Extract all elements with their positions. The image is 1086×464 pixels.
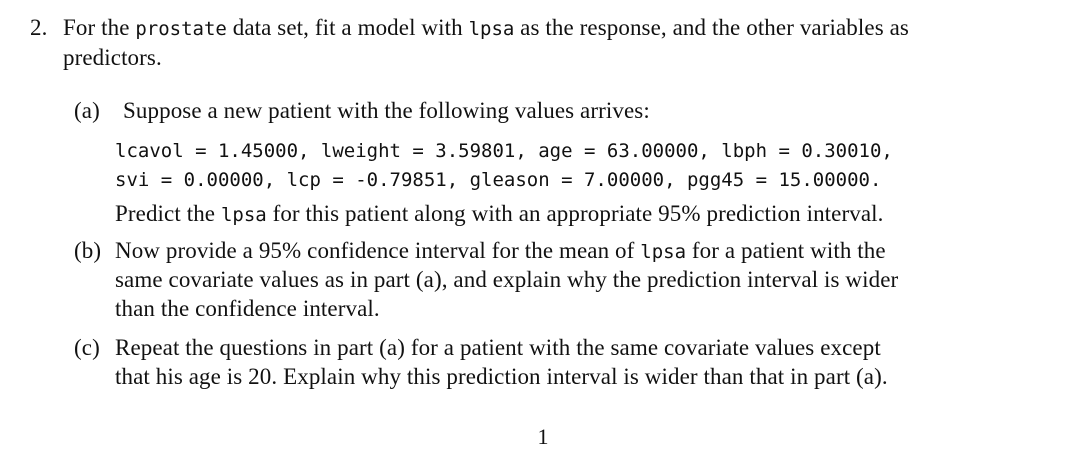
part-a-predict-line (115, 199, 883, 230)
page-number: 1 (537, 424, 549, 449)
question-intro-line2 (63, 43, 162, 73)
part-c-line2 (115, 362, 888, 392)
intro-text: For the (63, 15, 136, 40)
covariate-values: svi = 0.00000, lcp = -0.79851, gleason = 7.00000, pgg45 = 15.00000. (115, 169, 882, 191)
part-c-text: Repeat the questions in part (a) for a patient with the same covariate values except (115, 335, 881, 360)
part-b-text: for a patient with the (686, 238, 886, 263)
part-c-line1 (115, 333, 881, 363)
intro-text: predictors. (63, 45, 162, 70)
intro-text: data set, fit a model with (226, 15, 469, 40)
covariate-values: lcavol = 1.45000, lweight = 3.59801, age = 63.00000, lbph = 0.30010, (115, 140, 893, 162)
part-a-line1 (123, 96, 650, 126)
question-number (30, 13, 47, 43)
code-lpsa: lpsa (220, 204, 267, 226)
question-intro-line1 (63, 13, 909, 44)
part-a-values-line2 (115, 169, 881, 191)
part-b-line1 (115, 236, 886, 267)
part-a-text: for this patient along with an appropriate 95% prediction interval. (266, 201, 884, 226)
part-b-line3 (115, 294, 380, 324)
code-lpsa: lpsa (468, 18, 515, 40)
part-b-text: same covariate values as in part (a), and explain why the prediction interval is wider (115, 267, 899, 292)
part-label: (c) (74, 335, 100, 360)
part-a-text: Suppose a new patient with the following values arrives: (123, 98, 650, 123)
part-b-text: Now provide a 95% confidence interval for the mean of (115, 238, 641, 263)
part-a-values-line1 (115, 140, 893, 162)
code-lpsa: lpsa (640, 241, 687, 263)
part-b-line2 (115, 265, 898, 295)
question-number-label: 2. (30, 15, 48, 40)
part-b-text: than the confidence interval. (115, 296, 380, 321)
intro-text: as the response, and the other variables as (514, 15, 909, 40)
part-a-label (74, 96, 100, 126)
part-c-label (74, 333, 100, 363)
part-label: (a) (74, 98, 100, 123)
code-prostate: prostate (135, 18, 227, 40)
part-label: (b) (74, 238, 102, 263)
part-b-label (74, 236, 101, 266)
part-c-text: that his age is 20. Explain why this prediction interval is wider than that in part (a). (115, 364, 888, 389)
part-a-text: Predict the (115, 201, 221, 226)
